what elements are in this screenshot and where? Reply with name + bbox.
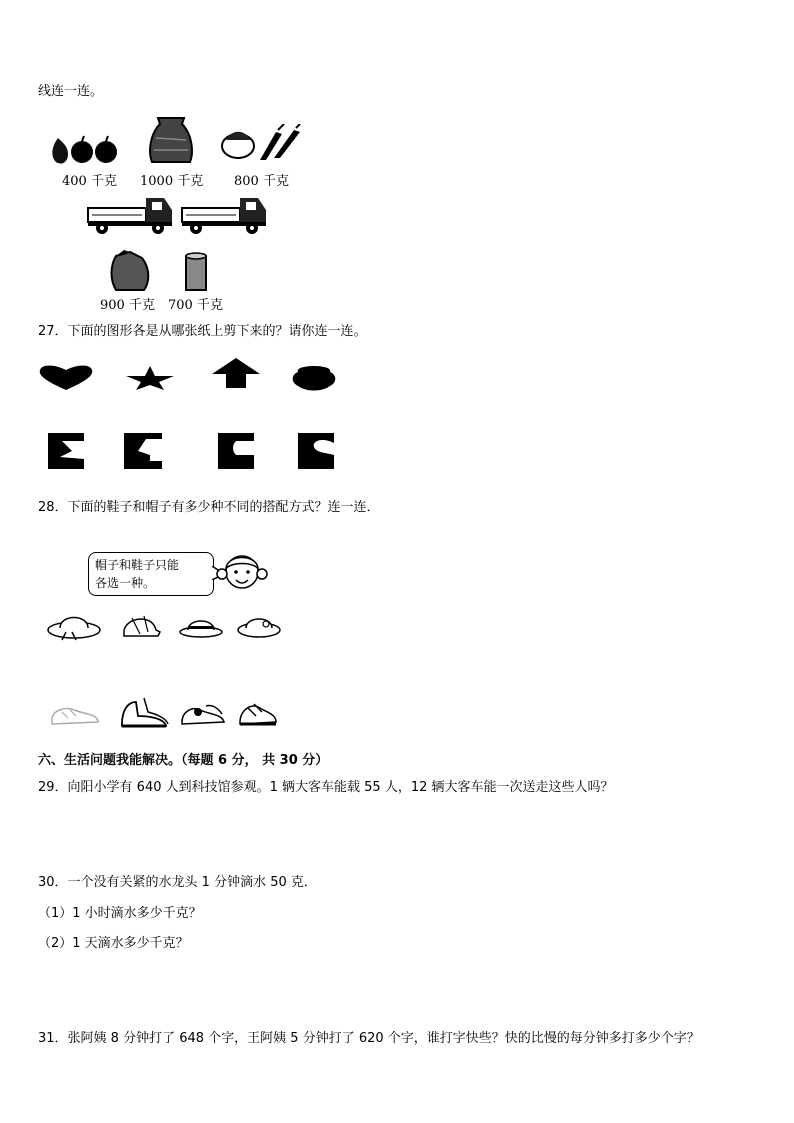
- shoe-4-image: [236, 698, 280, 728]
- q30-sub-question-1: （1）1 小时滴水多少千克？: [38, 906, 202, 921]
- shoe-2-image: [118, 696, 170, 730]
- q27-question: 27．下面的图形各是从哪张纸上剪下来的？请你连一连。: [38, 324, 367, 339]
- q30-sub-question-2: （2）1 天滴水多少千克？: [38, 936, 189, 951]
- vegetables-weight-label: 800 千克: [234, 174, 289, 189]
- can-weight-label: 700 千克: [168, 298, 223, 313]
- truck-image-2: [180, 194, 268, 236]
- sack-image: [146, 114, 196, 164]
- star-shape: [124, 364, 176, 390]
- hat-1-image: [46, 610, 102, 642]
- q31-question: 31．张阿姨 8 分钟打了 648 个字，王阿姨 5 分钟打了 620 个字，谁打字快些？快的比慢的每分钟多打多少个字？: [38, 1031, 700, 1046]
- truck-image: [86, 194, 174, 236]
- speech-bubble: [88, 552, 214, 596]
- sack-weight-label: 1000 千克: [140, 174, 204, 189]
- heart-shape: [38, 364, 94, 390]
- blob-shape: [290, 362, 338, 392]
- q26-instruction-tail: 线连一连。: [38, 84, 104, 99]
- q30-question: 30．一个没有关紧的水龙头 1 分钟滴水 50 克．: [38, 875, 317, 890]
- cut-paper-1: [48, 433, 84, 469]
- q28-question: 28．下面的鞋子和帽子有多少种不同的搭配方式？连一连．: [38, 500, 380, 515]
- fruit-image: [46, 132, 120, 166]
- bubble-line-2: 各选一种。: [95, 576, 156, 590]
- bubble-line-1: 帽子和鞋子只能: [95, 558, 180, 572]
- bag-weight-label: 900 千克: [100, 298, 155, 313]
- cut-paper-3: [218, 433, 254, 469]
- girl-image: [214, 548, 270, 594]
- vegetables-image: [220, 124, 302, 162]
- arrow-tree-shape: [208, 358, 264, 388]
- hat-4-image: [236, 610, 282, 640]
- q29-question: 29．向阳小学有 640 人到科技馆参观。1 辆大客车能载 55 人，12 辆大客车能一次送走这些人吗？: [38, 780, 614, 795]
- hat-2-image: [118, 610, 162, 642]
- fruit-weight-label: 400 千克: [62, 174, 117, 189]
- cut-paper-2: [124, 433, 162, 469]
- cut-paper-4: [298, 433, 334, 469]
- shoe-1-image: [48, 700, 102, 728]
- can-image: [184, 252, 208, 292]
- shoe-3-image: [178, 698, 228, 728]
- hat-3-image: [178, 612, 224, 640]
- bag-image: [108, 250, 152, 292]
- section-6-heading: 六、生活问题我能解决。（每题 6 分， 共 30 分）: [38, 753, 329, 768]
